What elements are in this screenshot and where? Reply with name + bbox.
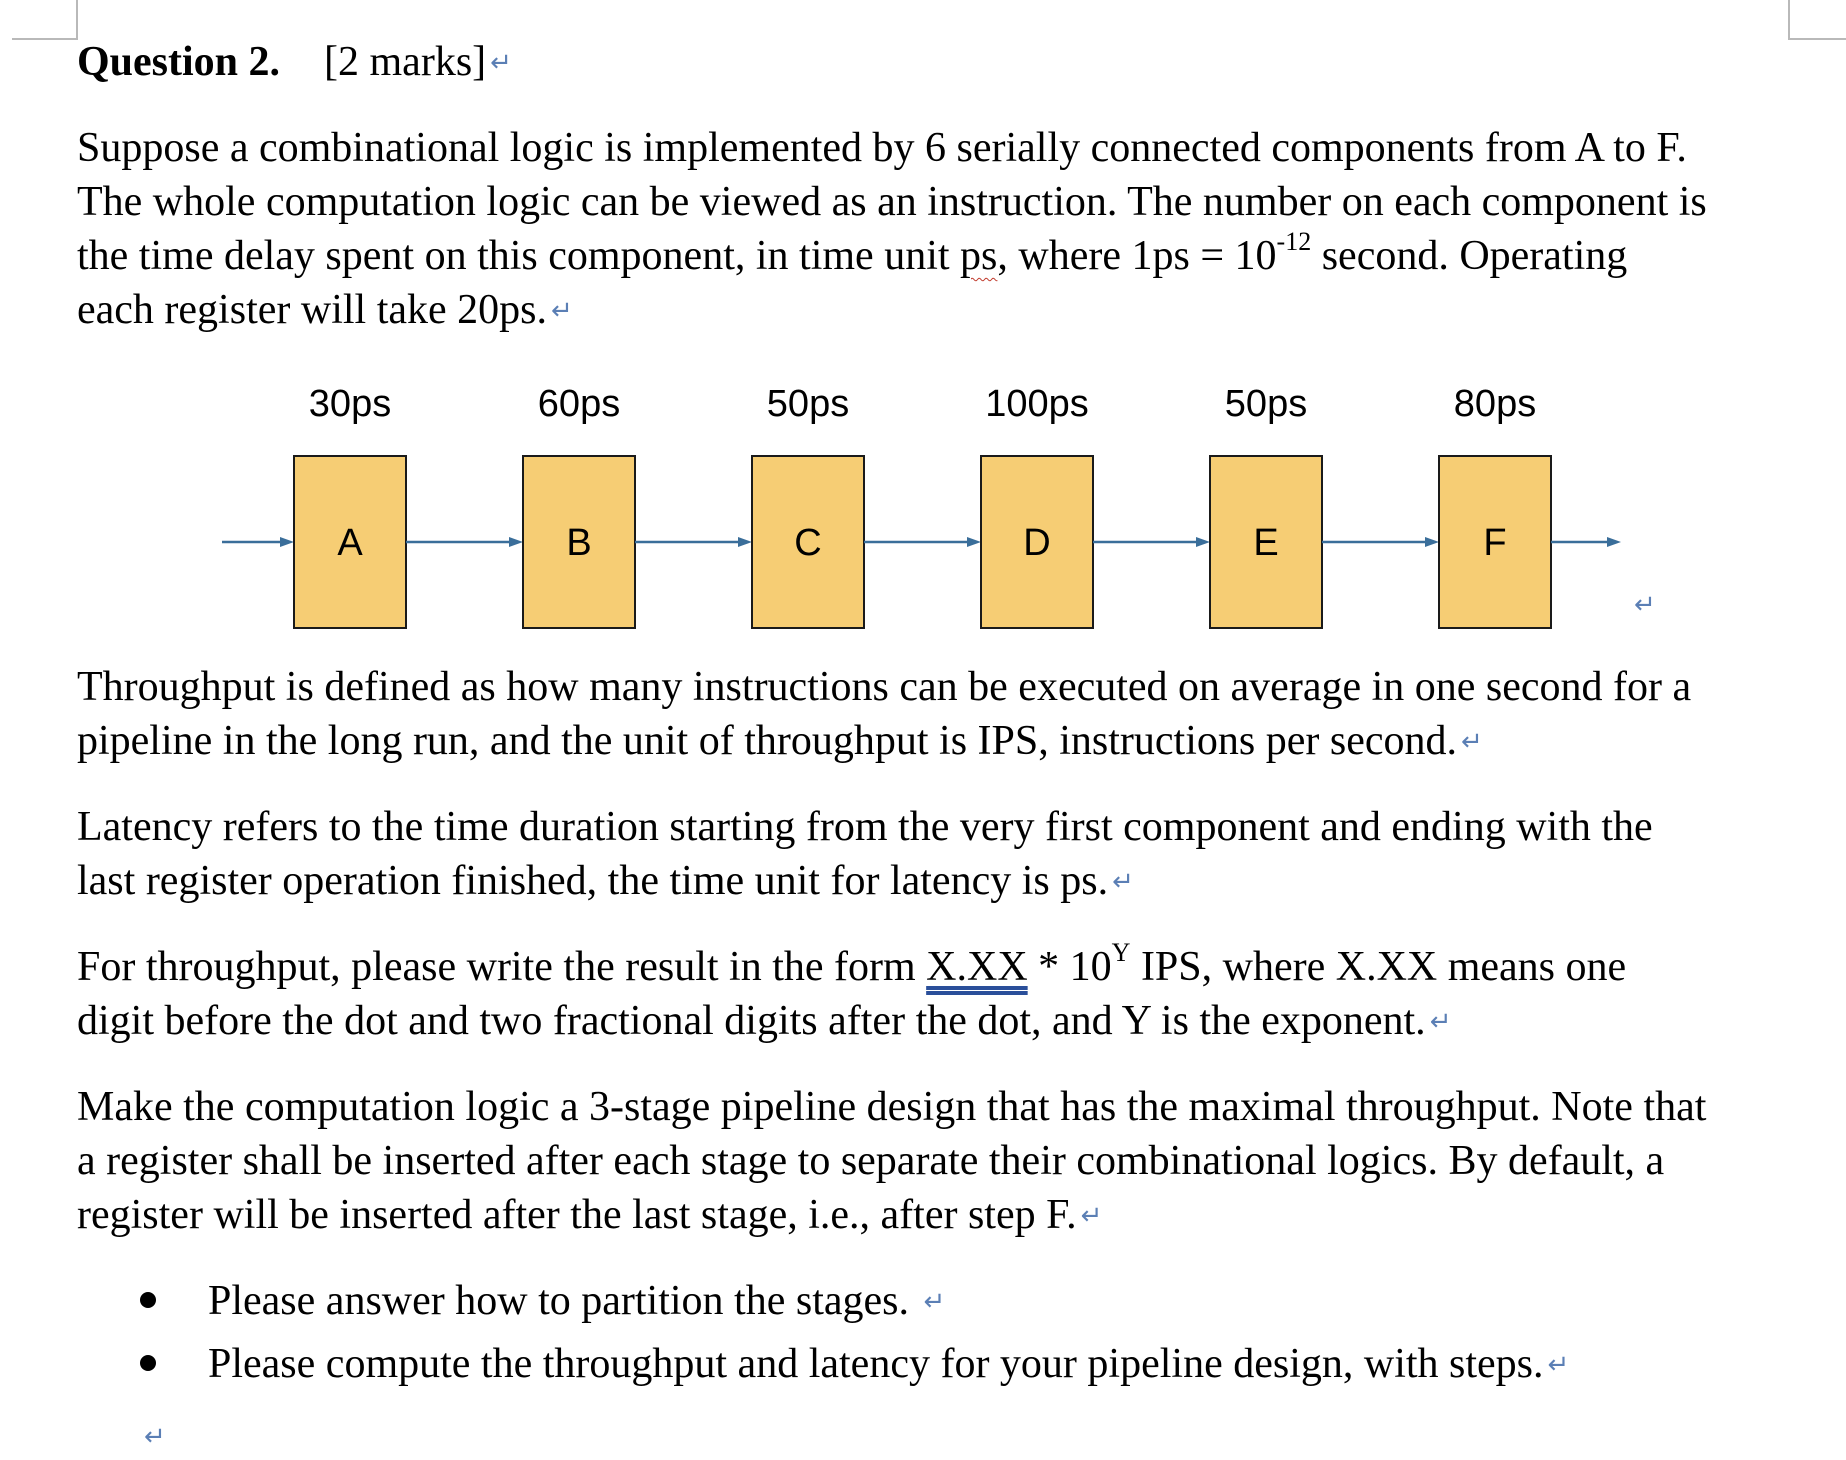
exponent-minus-12: -12	[1276, 227, 1312, 256]
bullet-text: Please answer how to partition the stages.	[208, 1278, 920, 1324]
p1-line-1: Suppose a combinational logic is implemented by 6 serially connected components from A to F.	[77, 125, 1687, 171]
component-label-a: A	[337, 522, 363, 564]
paragraph-mark-icon: ↵	[1080, 1201, 1103, 1231]
component-label-c: C	[794, 522, 822, 564]
latency-definition	[77, 800, 1653, 913]
component-label-f: F	[1483, 522, 1507, 564]
input-arrow-head	[280, 537, 294, 547]
connector-arrow-head	[509, 537, 523, 547]
delay-label-a: 30ps	[308, 383, 392, 425]
list-item	[0, 1272, 1846, 1335]
p5-line-1: Make the computation logic a 3-stage pipeline design that has the maximal throughput. Note that	[77, 1084, 1707, 1130]
delay-label-f: 80ps	[1453, 383, 1537, 425]
connector-arrow-head	[738, 537, 752, 547]
component-label-e: E	[1253, 522, 1279, 564]
p4-line-1b: * 10	[1027, 944, 1112, 990]
p1-line-4: each register will take 20ps.	[77, 287, 547, 333]
pipeline-task	[77, 1080, 1706, 1247]
p5-line-3: register will be inserted after the last stage, i.e., after step F.	[77, 1192, 1077, 1238]
p4-line-1a: For throughput, please write the result in the form	[77, 944, 927, 990]
question-heading	[77, 35, 512, 94]
p1-line-3a: the time delay spent on this component, in time unit	[77, 233, 961, 279]
question-title: Question 2.	[77, 39, 281, 85]
delay-label-d: 100ps	[985, 383, 1089, 425]
p1-line-3b: , where 1ps = 10	[997, 233, 1277, 279]
task-list	[0, 1272, 1846, 1398]
list-item	[0, 1335, 1846, 1398]
bullet-icon	[140, 1355, 156, 1371]
throughput-definition	[77, 660, 1691, 773]
throughput-format-note	[77, 940, 1626, 1053]
problem-description	[77, 121, 1707, 342]
delay-label-b: 60ps	[537, 383, 621, 425]
p4-line-1c: IPS, where X.XX means one	[1130, 944, 1627, 990]
p3-line-1: Latency refers to the time duration starting from the very first component and ending with the	[77, 804, 1653, 850]
question-marks: [2 marks]	[324, 39, 487, 85]
delay-label-e: 50ps	[1224, 383, 1308, 425]
output-arrow-head	[1607, 537, 1621, 547]
p1-line-3c: second. Operating	[1311, 233, 1628, 279]
paragraph-mark-icon: ↵	[1634, 590, 1656, 620]
component-label-b: B	[566, 522, 592, 564]
grammar-check-form[interactable]: X.XX	[926, 944, 1028, 990]
paragraph-mark-icon: ↵	[1547, 1350, 1570, 1380]
exponent-y: Y	[1111, 938, 1131, 967]
bullet-icon	[140, 1292, 156, 1308]
connector-arrow-head	[1425, 537, 1439, 547]
spellcheck-word-ps[interactable]: ps	[960, 233, 998, 279]
pipeline-diagram	[0, 380, 1846, 640]
connector-arrow-head	[1196, 537, 1210, 547]
page-corner-mark-top-right	[1788, 0, 1846, 40]
paragraph-mark-icon: ↵	[144, 1422, 166, 1452]
delay-label-c: 50ps	[766, 383, 850, 425]
p1-line-2: The whole computation logic can be viewed as an instruction. The number on each component is	[77, 179, 1707, 225]
page-corner-mark-top-left	[12, 0, 78, 40]
paragraph-mark-icon: ↵	[551, 296, 573, 326]
paragraph-mark-icon: ↵	[1461, 727, 1483, 757]
paragraph-mark-icon: ↵	[1112, 867, 1134, 897]
paragraph-mark-icon: ↵	[490, 48, 512, 78]
p2-line-2: pipeline in the long run, and the unit of throughput is IPS, instructions per second.	[77, 718, 1457, 764]
p2-line-1: Throughput is defined as how many instructions can be executed on average in one second for a	[77, 664, 1692, 710]
paragraph-mark-icon: ↵	[923, 1287, 946, 1317]
bullet-text: Please compute the throughput and latency for your pipeline design, with steps.	[208, 1341, 1544, 1387]
p3-line-2: last register operation finished, the time unit for latency is ps.	[77, 858, 1109, 904]
p5-line-2: a register shall be inserted after each stage to separate their combinational logics. By default, a	[77, 1138, 1665, 1184]
p4-line-2: digit before the dot and two fractional digits after the dot, and Y is the exponent.	[77, 998, 1426, 1044]
connector-arrow-head	[967, 537, 981, 547]
component-label-d: D	[1023, 522, 1051, 564]
paragraph-mark-icon: ↵	[1429, 1007, 1452, 1037]
